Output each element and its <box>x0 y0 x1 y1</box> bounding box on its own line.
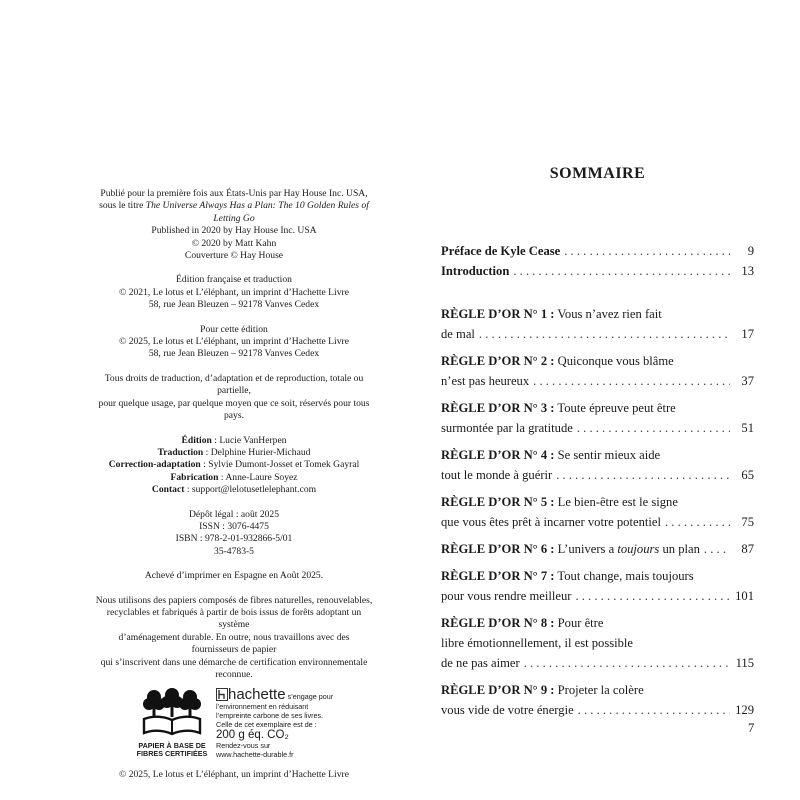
legal-line: ISBN : 978-2-01-932866-5/01 <box>175 533 293 545</box>
toc-entry-title: de mal <box>441 327 475 341</box>
toc-page-number: 65 <box>741 468 754 482</box>
toc-entry-title: libre émotionnellement, il est possible <box>441 636 634 650</box>
credit-row: Fabrication : Anne-Laure Soyez <box>170 471 298 483</box>
paper-note-block <box>95 595 373 682</box>
publication-line: © 2020 by Matt Kahn <box>191 237 277 249</box>
hachette-h-icon <box>216 688 228 701</box>
edition-line: © 2025, Le lotus et L’éléphant, un imprint d’Hachette Livre <box>119 336 349 348</box>
edition-line: 58, rue Jean Bleuzen – 92178 Vanves Cedex <box>148 299 320 311</box>
toc-entry-introduction[interactable] <box>441 261 754 281</box>
leader-dots <box>704 539 730 559</box>
toc-entry-title: un plan <box>659 542 700 556</box>
copyright-footer: © 2025, Le lotus et L’éléphant, un imprint d’Hachette Livre <box>119 769 349 781</box>
toc-entry-rule-6[interactable] <box>441 539 754 559</box>
printed-line: Achevé d’imprimer en Espagne en Août 2025. <box>144 570 324 582</box>
leader-dots <box>533 371 730 391</box>
publication-line: Couverture © Hay House <box>184 250 284 262</box>
toc-entry-label: RÈGLE D’OR N° 1 : <box>441 307 555 321</box>
toc-page-number: 101 <box>735 589 754 603</box>
leader-dots <box>665 512 730 532</box>
co2-value: 200 g éq. CO₂ <box>216 729 289 742</box>
toc-entry-title: Se sentir mieux aide <box>554 448 661 462</box>
toc-entry-title: Quiconque vous blâme <box>554 354 674 368</box>
leader-dots <box>564 241 730 261</box>
toc-entry-title: Vous n’avez rien fait <box>554 307 662 321</box>
toc-entry-label: RÈGLE D’OR N° 3 : <box>441 401 555 415</box>
toc-page-number: 37 <box>741 374 754 388</box>
legal-line: 35-4783-5 <box>214 545 254 557</box>
edition-line: Pour cette édition <box>200 323 268 335</box>
hachette-commitment <box>216 687 334 759</box>
printed-block <box>95 570 373 582</box>
original-title: The Universe Always Has a Plan: The 10 Golden Rules of Letting Go <box>145 200 369 224</box>
certified-paper-logo <box>134 687 210 758</box>
toc-entry-rule-9[interactable] <box>441 680 754 720</box>
toc-page-number: 129 <box>735 703 754 717</box>
copyright-page <box>95 188 373 782</box>
toc-entry-title: vous vide de votre énergie <box>441 703 574 717</box>
leader-dots <box>578 700 730 720</box>
legal-line: Dépôt légal : août 2025 <box>188 508 280 520</box>
toc-entry-preface[interactable] <box>441 241 754 261</box>
trees-book-icon <box>141 687 203 737</box>
toc-entry-title: pour vous rendre meilleur <box>441 589 572 603</box>
publication-line: Published in 2020 by Hay House Inc. USA <box>151 225 317 237</box>
toc-entry-rule-4[interactable] <box>441 445 754 485</box>
toc-entry-label: RÈGLE D’OR N° 2 : <box>441 354 555 368</box>
logo-caption: PAPIER À BASE DE <box>138 740 206 750</box>
publication-line: sous le titre The Universe Always Has a Plan: The 10 Golden Rules of Letting Go <box>99 200 369 224</box>
toc-entry-title: L’univers a <box>554 542 618 556</box>
toc-entry-title: n’est pas heureux <box>441 374 530 388</box>
credit-row: Traduction : Delphine Hurier-Michaud <box>157 446 311 458</box>
edition-line: Édition française et traduction <box>176 274 292 286</box>
toc-entry-rule-5[interactable] <box>441 492 754 532</box>
credit-row: Correction-adaptation : Sylvie Dumont-Josset et Tomek Gayral <box>108 459 360 471</box>
page-number: 7 <box>748 721 755 735</box>
eco-section <box>95 687 373 759</box>
publication-line: Publié pour la première fois aux États-Unis par Hay House Inc. USA, <box>100 188 368 199</box>
toc-entry-label: RÈGLE D’OR N° 9 : <box>441 683 555 697</box>
visit-line: Rendez-vous sur <box>216 741 271 751</box>
toc-title: SOMMAIRE <box>549 165 646 182</box>
toc-entry-rule-7[interactable] <box>441 566 754 606</box>
toc-entry-title: tout le monde à guérir <box>441 468 553 482</box>
toc-entry-label: RÈGLE D’OR N° 4 : <box>441 448 555 462</box>
this-edition-block <box>95 324 373 361</box>
toc-entry-title: Le bien-être est le signe <box>554 495 678 509</box>
toc-entry-label: RÈGLE D’OR N° 8 : <box>441 616 555 630</box>
leader-dots <box>577 418 730 438</box>
leader-dots <box>513 261 730 281</box>
credit-row: Édition : Lucie VanHerpen <box>181 434 287 446</box>
toc-page-number: 75 <box>741 515 754 529</box>
leader-dots <box>479 324 730 344</box>
paper-note-line: qui s’inscrivent dans une démarche de certification environnementale reconnue. <box>100 656 368 680</box>
rights-block <box>95 373 373 423</box>
commitment-line: l’empreinte carbone de ses livres. <box>216 711 324 720</box>
toc-entry-label: RÈGLE D’OR N° 7 : <box>441 569 555 583</box>
toc-entry-title: Projeter la colère <box>554 683 644 697</box>
toc-entry-title: Pour être <box>554 616 604 630</box>
toc-entry-emphasis: toujours <box>617 542 660 556</box>
paper-note-line: Nous utilisons des papiers composés de fibres naturelles, renouvelables, <box>95 594 373 606</box>
toc-entry-label: Préface de Kyle Cease <box>441 244 561 258</box>
commitment-line: Celle de cet exemplaire est de : <box>216 719 317 729</box>
edition-line: 58, rue Jean Bleuzen – 92178 Vanves Cedex <box>148 348 320 360</box>
toc-entry-title: que vous êtes prêt à incarner votre potentiel <box>441 515 661 529</box>
toc-page-number: 87 <box>741 542 754 556</box>
toc-entry-label: RÈGLE D’OR N° 6 : <box>441 542 555 556</box>
toc-entry-title: de ne pas aimer <box>441 656 520 670</box>
logo-caption: FIBRES CERTIFIÉES <box>136 749 208 759</box>
toc-entry-rule-3[interactable] <box>441 398 754 438</box>
edition-line: © 2021, Le lotus et L’éléphant, un imprint d’Hachette Livre <box>119 286 349 298</box>
paper-note-line: d’aménagement durable. En outre, nous travaillons avec des fournisseurs de papier <box>118 631 350 656</box>
commitment-line: s’engage pour <box>287 692 334 702</box>
toc-entry-label: Introduction <box>441 264 510 278</box>
leader-dots <box>524 653 730 673</box>
credits-block <box>95 435 373 497</box>
commitment-line: l’environnement en réduisant <box>216 702 309 712</box>
paper-note-line: recyclables et fabriqués à partir de bois issus de forêts adoptant un système <box>106 606 362 631</box>
hachette-brand: hachette <box>228 686 286 704</box>
table-of-contents <box>441 164 754 727</box>
legal-line: ISSN : 3076-4475 <box>199 520 269 532</box>
toc-entry-label: RÈGLE D’OR N° 5 : <box>441 495 555 509</box>
french-edition-block <box>95 274 373 311</box>
toc-page-number: 9 <box>747 244 754 258</box>
toc-entry-title: surmontée par la gratitude <box>441 421 573 435</box>
toc-entry-title: Toute épreuve peut être <box>554 401 676 415</box>
credit-row: Contact : support@lelotusetlelephant.com <box>151 484 317 496</box>
toc-page-number: 17 <box>741 327 754 341</box>
legal-block <box>95 509 373 559</box>
rights-line: pour quelque usage, par quelque moyen que ce soit, réservés pour tous pays. <box>98 397 370 422</box>
toc-entry-rule-8[interactable] <box>441 613 754 673</box>
leader-dots <box>575 586 730 606</box>
toc-page-number: 13 <box>741 264 754 278</box>
toc-entry-rule-2[interactable] <box>441 351 754 391</box>
leader-dots <box>556 465 730 485</box>
toc-page-number: 51 <box>741 421 754 435</box>
toc-entry-rule-1[interactable] <box>441 304 754 344</box>
toc-page-number: 115 <box>735 656 754 670</box>
hachette-url: www.hachette-durable.fr <box>216 749 294 759</box>
toc-entry-title: Tout change, mais toujours <box>554 569 694 583</box>
publication-block <box>95 188 373 262</box>
rights-line: Tous droits de traduction, d’adaptation et de reproduction, totale ou partielle, <box>104 372 364 397</box>
